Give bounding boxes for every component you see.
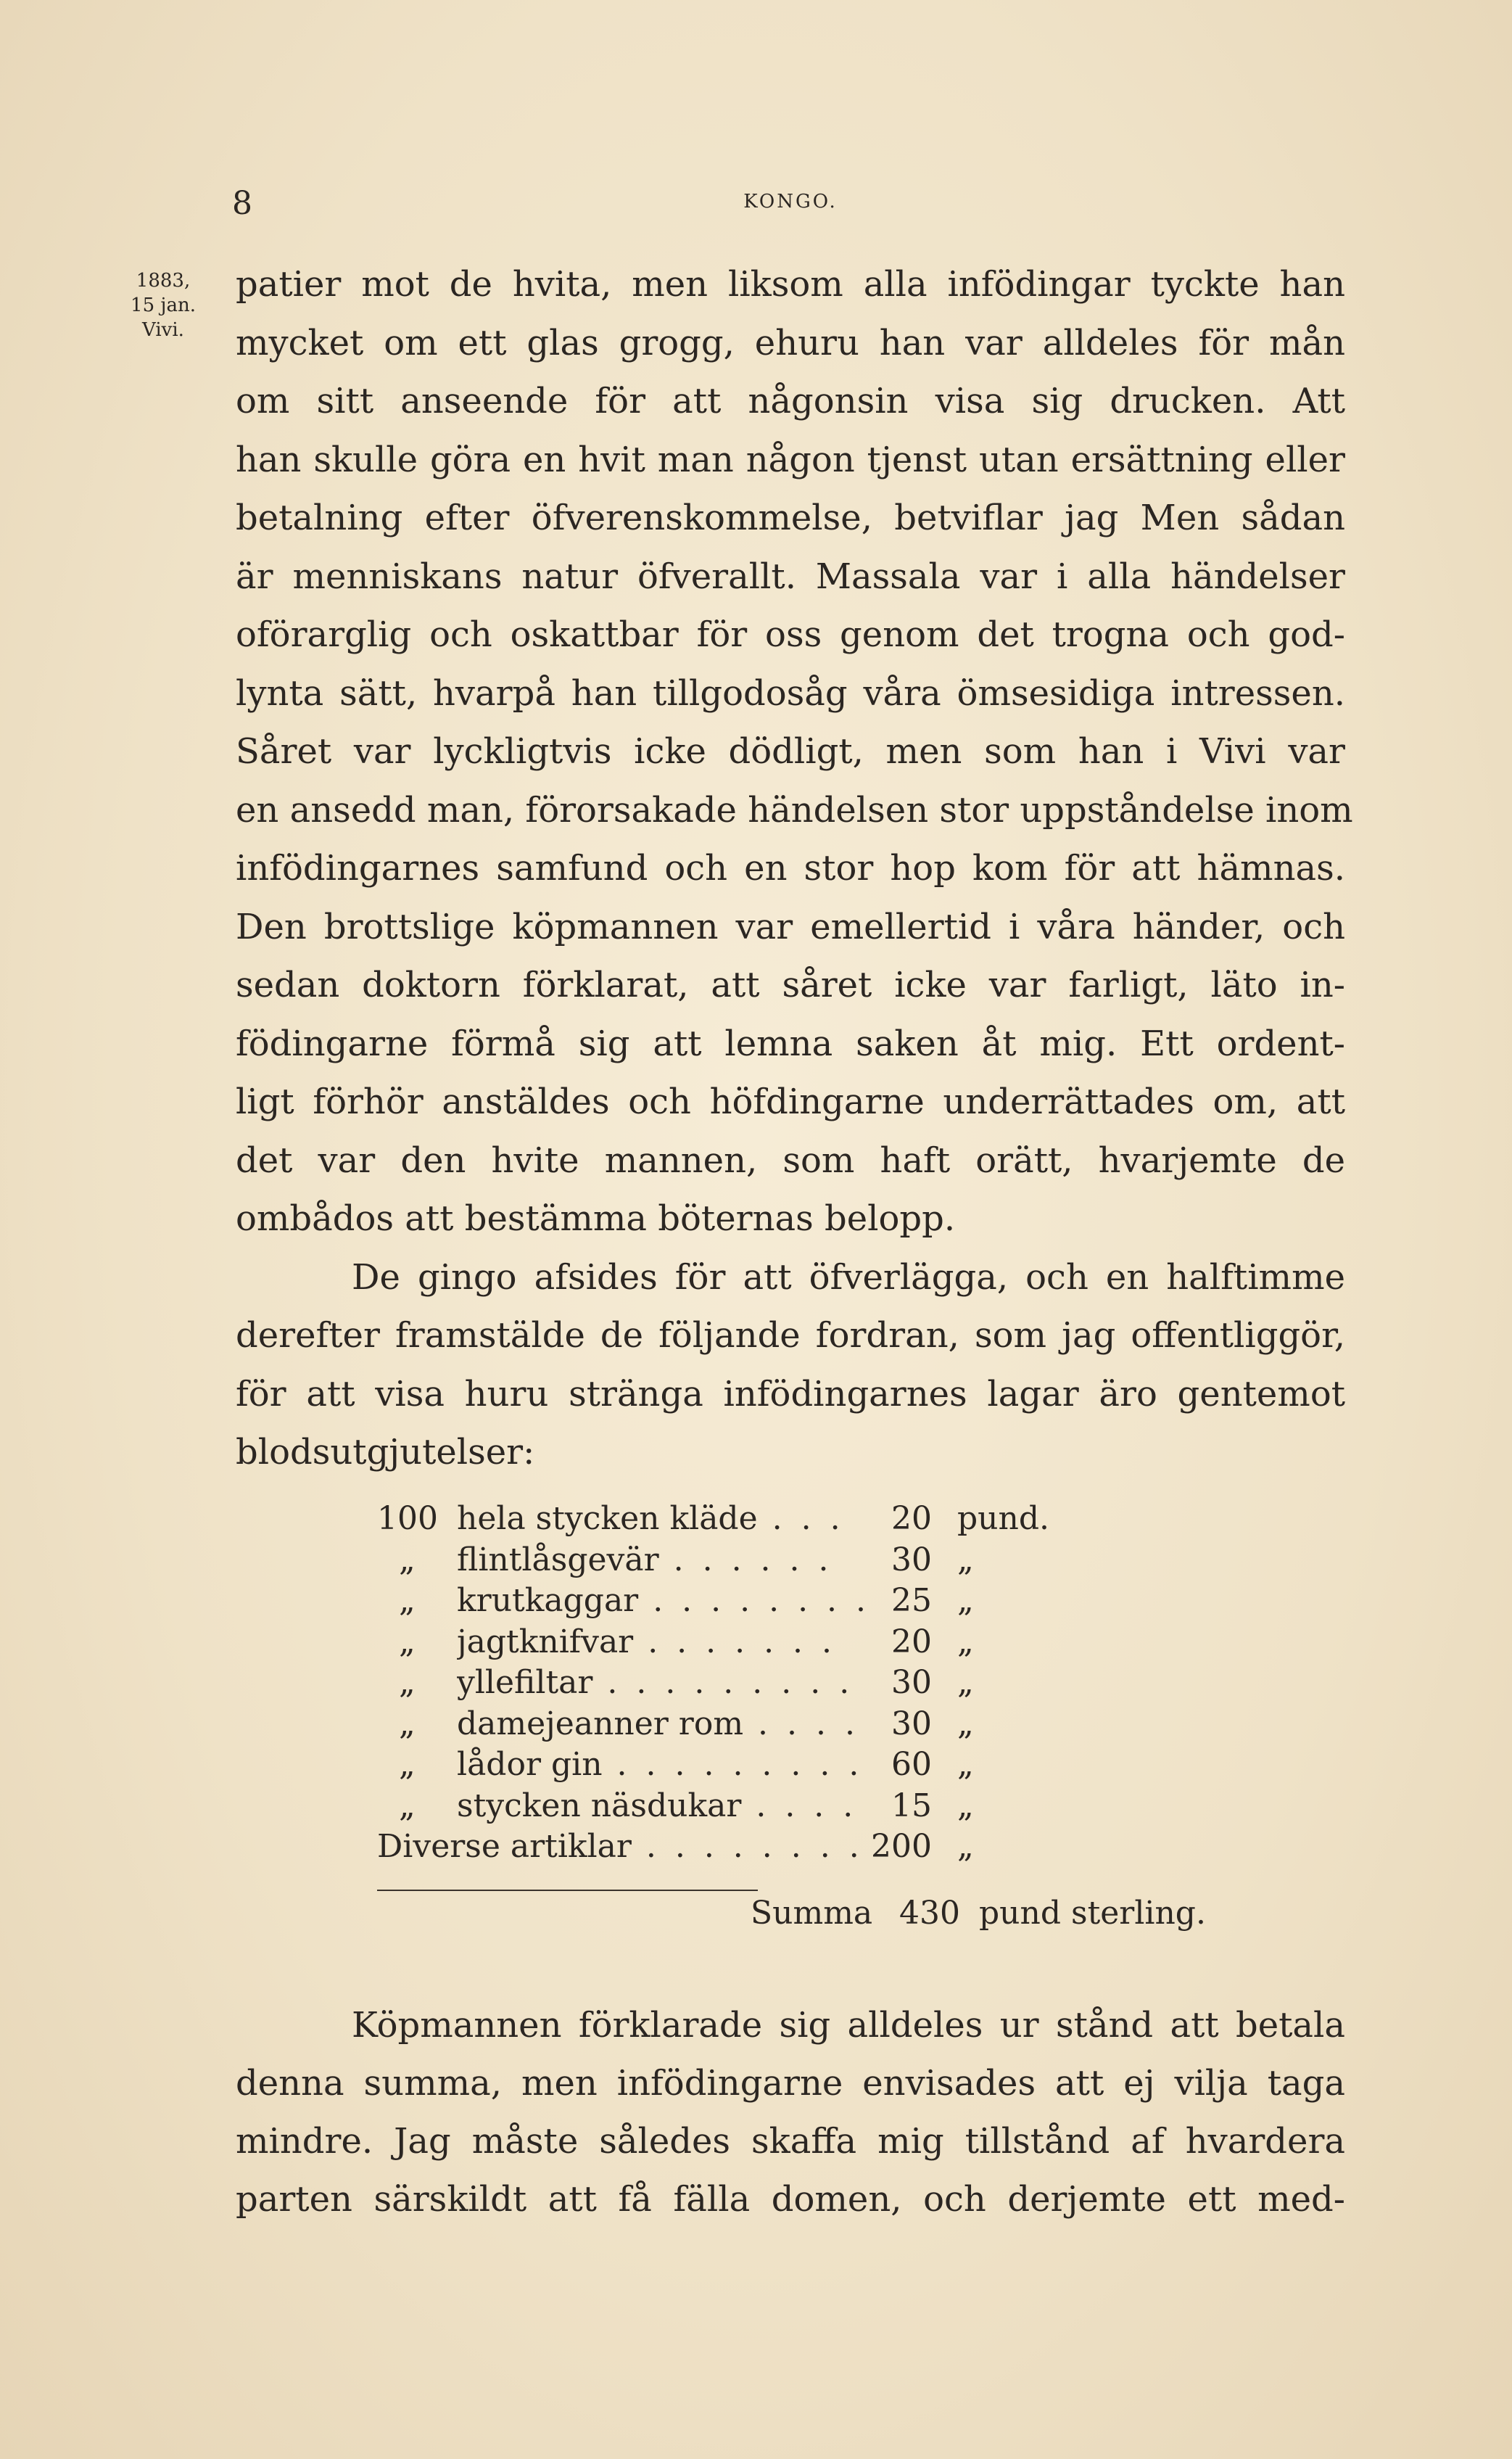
ditto-mark: „ [399,1582,416,1619]
margin-note [109,268,218,342]
ditto-mark: „ [399,1541,416,1578]
text-line: födingarne förmå sig att lemna saken åt mig. Ett ordent- [236,1023,1345,1064]
text-line: De gingo afsides för att öfverlägga, och en halftimme [352,1256,1345,1298]
item-label: yllefiltar [457,1664,593,1701]
unit-cell: „ [957,1541,974,1578]
value-cell: 20 [891,1500,932,1537]
table-row [377,1541,1247,1583]
item-label: hela stycken kläde [457,1500,758,1537]
text-line: sedan doktorn förklarat, att såret icke var farligt, läto in- [236,965,1345,1005]
qty-cell: 100 [377,1500,438,1537]
table-row [377,1500,1247,1541]
unit-cell: „ [957,1746,974,1783]
margin-note-date: 15 jan. [131,294,196,316]
text-line: parten särskildt att få fälla domen, och derjemte ett med- [236,2179,1345,2220]
text-line: derefter framstälde de följande fordran, som jag offentliggör, [236,1315,1345,1356]
total-label: Summa [751,1895,873,1932]
ditto-mark: „ [399,1746,416,1783]
paragraph-1 [236,255,1353,1248]
total-unit: pund sterling. [979,1895,1206,1932]
item-cell [457,1705,1226,1742]
text-line: mindre. Jag måste således skaffa mig tillstånd af hvardera [236,2121,1345,2162]
item-cell [457,1787,1226,1824]
item-cell [457,1500,1226,1537]
item-cell [457,1541,1226,1578]
dot-leader: . . . . [741,1787,858,1824]
text-line: Köpmannen förklarade sig alldeles ur stånd att betala [352,2005,1345,2046]
text-line: oförarglig och oskattbar för oss genom det trogna och god- [236,614,1345,655]
table-row [377,1582,1247,1623]
dot-leader: . . . . . . . . . [602,1746,864,1783]
text-line: en ansedd man, förorsakade händelsen stor uppståndelse inom [236,789,1353,831]
value-cell: 60 [891,1746,932,1783]
table-row [377,1787,1247,1829]
table-row [377,1705,1247,1747]
sum-rule [377,1890,758,1891]
dot-leader: . . . . . . . [633,1623,837,1660]
table-row [377,1746,1247,1787]
text-line: blodsutgjutelser: [236,1432,535,1472]
unit-cell: pund. [957,1500,1049,1537]
value-cell: 30 [891,1541,932,1578]
unit-cell: „ [957,1705,974,1742]
unit-cell: „ [957,1787,974,1824]
dot-leader: . . . . . . . . [638,1582,870,1619]
item-label: Diverse artiklar [377,1828,632,1865]
dot-leader: . . . . . . . . [631,1828,864,1865]
unit-cell: „ [957,1664,974,1701]
text-line: om sitt anseende för att någonsin visa sig drucken. Att [236,381,1345,421]
text-line: ligt förhör anstäldes och höfdingarne underrättades om, att [236,1082,1345,1122]
dot-leader: . . . . [743,1705,859,1742]
item-label: jagtknifvar [457,1623,634,1660]
body-text-upper [236,255,1353,1482]
item-label: stycken näsdukar [457,1787,742,1824]
dot-leader: . . . [757,1500,845,1537]
margin-note-year: 1883, [136,270,191,292]
text-line: infödingarnes samfund och en stor hop kom för att hämnas. [236,848,1345,889]
text-line: Den brottslige köpmannen var emellertid i våra händer, och [236,906,1345,947]
value-cell: 200 [871,1828,932,1865]
value-cell: 15 [891,1787,932,1824]
paragraph-2 [236,1248,1345,1482]
body-text-lower [236,1996,1345,2228]
page-header [232,185,1349,228]
text-line: för att visa huru stränga infödingarnes lagar äro gentemot [236,1373,1345,1414]
item-cell [457,1664,1226,1701]
item-cell [457,1746,1226,1783]
value-cell: 30 [891,1705,932,1742]
total-value: 430 [899,1895,960,1932]
value-cell: 30 [891,1664,932,1701]
text-line: han skulle göra en hvit man någon tjenst utan ersättning eller [236,439,1345,480]
table-row [377,1664,1247,1705]
unit-cell: „ [957,1582,974,1619]
paragraph-3 [236,1996,1345,2228]
ditto-mark: „ [399,1787,416,1824]
value-cell: 20 [891,1623,932,1660]
running-title: KONGO. [743,191,838,213]
dot-leader: . . . . . . . . . [592,1664,854,1701]
item-label: krutkaggar [457,1582,639,1619]
ditto-mark: „ [399,1623,416,1660]
item-cell [377,1828,1146,1865]
item-label: flintlåsgevär [457,1541,659,1578]
text-line: mycket om ett glas grogg, ehuru han var alldeles för mån [236,322,1345,363]
text-line: ombådos att bestämma böternas belopp. [236,1198,956,1239]
item-cell [457,1623,1226,1660]
unit-cell: „ [957,1828,974,1865]
demands-table [377,1500,1247,1869]
table-row [377,1623,1247,1665]
text-line: det var den hvite mannen, som haft orätt, hvarjemte de [236,1140,1345,1181]
text-line: betalning efter öfverenskommelse, betviflar jag Men sådan [236,498,1345,538]
item-cell [457,1582,1226,1619]
unit-cell: „ [957,1623,974,1660]
margin-note-place: Vivi. [142,319,184,341]
ditto-mark: „ [399,1705,416,1742]
value-cell: 25 [891,1582,932,1619]
text-line: lynta sätt, hvarpå han tillgodosåg våra ömsesidiga intressen. [236,672,1345,714]
dot-leader: . . . . . . [658,1541,833,1578]
text-line: patier mot de hvita, men liksom alla infödingar tyckte han [236,264,1345,305]
page-number: 8 [232,185,252,222]
item-label: lådor gin [457,1746,603,1783]
text-line: denna summa, men infödingarne envisades att ej vilja taga [236,2063,1345,2104]
table-row [377,1828,1247,1869]
text-line: Såret var lyckligtvis icke dödligt, men som han i Vivi var [236,731,1345,772]
ditto-mark: „ [399,1664,416,1701]
text-line: är menniskans natur öfverallt. Massala var i alla händelser [236,556,1345,597]
item-label: damejeanner rom [457,1705,744,1742]
